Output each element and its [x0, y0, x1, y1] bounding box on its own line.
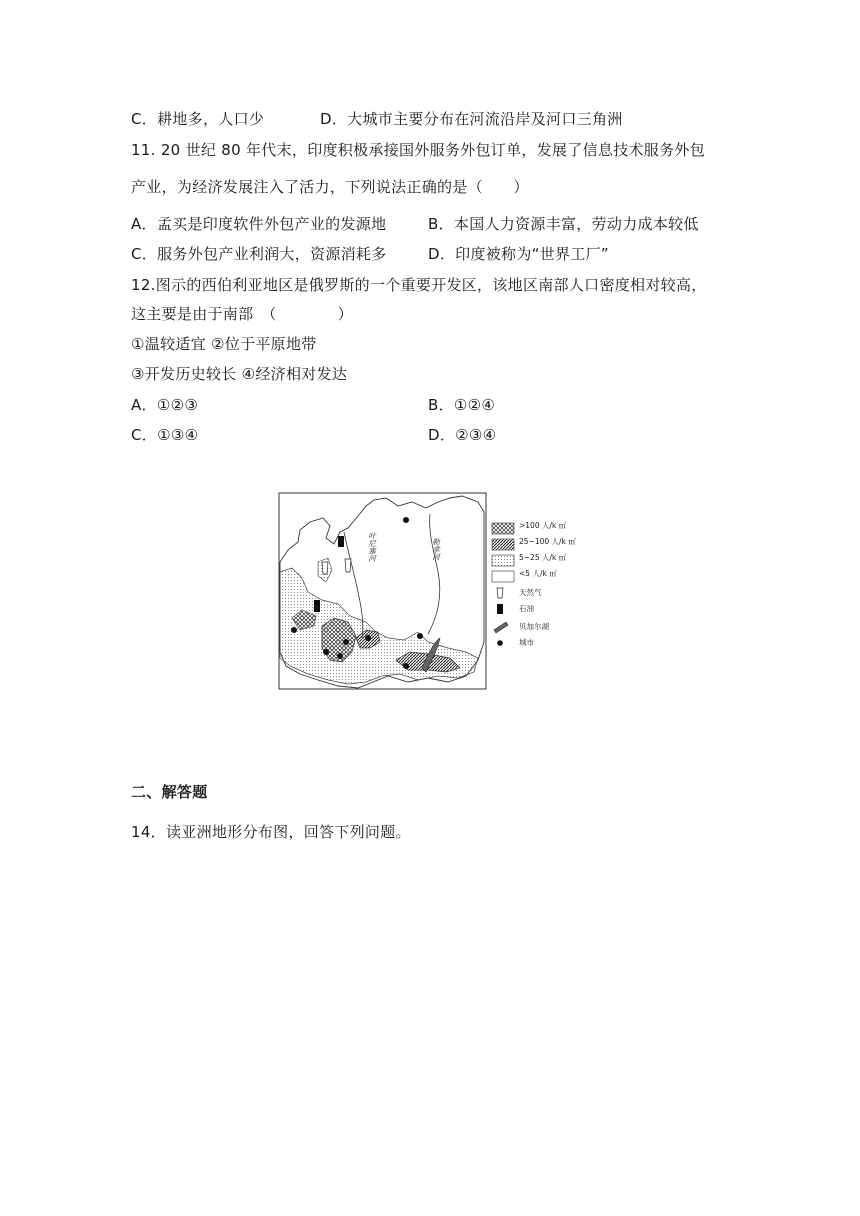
city-dot — [365, 635, 371, 641]
q11-option-a: A．孟买是印度软件外包产业的发源地 — [131, 215, 387, 233]
q12-option-b: B．①②④ — [428, 396, 496, 414]
legend-label-lake: 贝加尔湖 — [519, 622, 549, 631]
legend-label-5-25: 5~25 人/k ㎡ — [519, 553, 567, 562]
q11-stem-line1: 11. 20 世纪 80 年代末，印度积极承接国外服务外包订单，发展了信息技术服务外包 — [131, 141, 706, 159]
legend-label-25-100: 25~100 人/k ㎡ — [519, 537, 576, 546]
q10-option-d: D．大城市主要分布在河流沿岸及河口三角洲 — [320, 110, 623, 128]
city-dot — [291, 627, 297, 633]
gas-icon — [345, 559, 351, 572]
map-legend — [492, 523, 514, 646]
city-dot — [337, 653, 343, 659]
legend-oil-icon — [497, 604, 503, 614]
legend-label-under-5: <5 人/k ㎡ — [519, 569, 557, 578]
gas-icon — [322, 562, 328, 574]
map-land — [280, 496, 484, 688]
q12-option-a: A．①②③ — [131, 396, 199, 414]
siberia-population-map — [278, 492, 524, 690]
legend-gas-icon — [497, 588, 503, 598]
legend-city-icon — [497, 640, 503, 646]
city-dot — [403, 663, 409, 669]
legend-label-city: 城市 — [519, 638, 534, 647]
q12-stem-line2: 这主要是由于南部 （ ） — [131, 305, 354, 323]
q12-option-c: C．①③④ — [131, 426, 199, 444]
lena-label: 勒拿河 — [431, 538, 441, 561]
q11-option-d: D．印度被称为“世界工厂” — [428, 245, 609, 263]
legend-crosshatch-swatch — [492, 523, 514, 534]
oil-icon — [314, 600, 320, 612]
legend-diagonal-swatch — [492, 539, 514, 550]
q10-option-c: C．耕地多，人口少 — [131, 110, 265, 128]
q12-stem-line1: 12.图示的西伯利亚地区是俄罗斯的一个重要开发区，该地区南部人口密度相对较高， — [131, 276, 707, 294]
oil-icon — [338, 536, 344, 547]
city-dot — [323, 649, 329, 655]
q11-stem-line2: 产业，为经济发展注入了活力，下列说法正确的是（ ） — [131, 178, 529, 196]
legend-label-oil: 石油 — [519, 604, 534, 613]
section-2-title: 二、解答题 — [131, 783, 208, 801]
legend-label-gas: 天然气 — [519, 588, 542, 597]
legend-blank-swatch — [492, 571, 514, 582]
q12-option-d: D．②③④ — [428, 426, 497, 444]
q14-stem: 14．读亚洲地形分布图，回答下列问题。 — [131, 823, 411, 841]
city-dot — [343, 639, 349, 645]
legend-lake-icon — [494, 622, 508, 633]
q11-option-c: C．服务外包产业利润大，资源消耗多 — [131, 245, 387, 263]
city-dot — [417, 633, 423, 639]
q12-items-line2: ③开发历史较长 ④经济相对发达 — [131, 365, 348, 383]
yenisei-label: 叶尼塞河 — [367, 532, 377, 562]
city-dot — [403, 517, 409, 523]
q12-items-line1: ①温较适宜 ②位于平原地带 — [131, 335, 317, 353]
q11-option-b: B．本国人力资源丰富，劳动力成本较低 — [428, 215, 699, 233]
legend-dots-swatch — [492, 555, 514, 566]
legend-label-over-100: >100 人/k ㎡ — [519, 521, 567, 530]
